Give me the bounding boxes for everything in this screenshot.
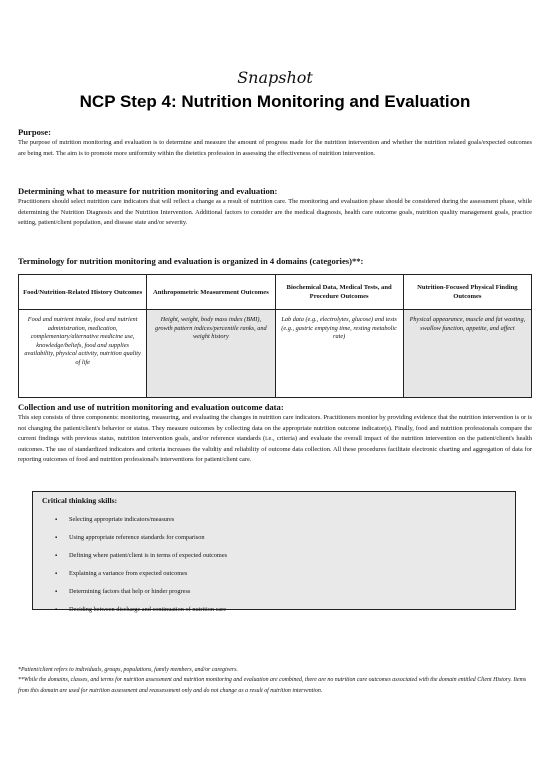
list-item — [55, 529, 227, 547]
purpose-section — [18, 127, 532, 159]
table-header-cell: Food/Nutrition-Related History Outcomes — [19, 275, 147, 310]
list-item — [55, 601, 227, 619]
table-cell: Lab data (e.g., electrolytes, glucose) and tests (e.g., gastric emptying time, resting metabolic rate) — [275, 310, 403, 398]
list-item-text: Selecting appropriate indicators/measures — [69, 516, 175, 523]
footnote-1: *Patient/client refers to individuals, groups, populations, family members, and/or caregivers. — [18, 667, 238, 673]
list-item — [55, 583, 227, 601]
critical-thinking-box — [32, 491, 516, 613]
table-header-cell: Biochemical Data, Medical Tests, and Procedure Outcomes — [275, 275, 403, 310]
bullet-icon: ▪ — [55, 553, 58, 559]
list-item-text: Deciding between discharge and continuation of nutrition care — [69, 606, 227, 613]
page-title: NCP Step 4: Nutrition Monitoring and Evaluation — [79, 92, 471, 111]
collection-text: This step consists of three components: monitoring, measuring, and evaluating the changes in nutrition care indicators. Practitioners monitor by providing evidence that the nutrition intervention is or is not changing the patient/client's behavior or status. They measure outcomes by collecting data on the appropriate nutrition outcome indicator(s). Finally, food and nutrition professionals compare the current findings with previous status, nutrition intervention goals, and/or reference standards (i.e., criteria) and evaluate the overall impact of the nutrition intervention on the patient/client's health outcomes. The use of standardized indicators and criteria increases the validity and reliability of outcome data collection. All these procedures facilitate electronic charting and aggregation of data for reporting outcomes of food and nutrition professional's interventions for patient/client care. — [18, 414, 532, 464]
list-item-text: Explaining a variance from expected outcomes — [69, 570, 188, 577]
table-cell: Height, weight, body mass index (BMI), growth pattern indices/percentile ranks, and weight history — [147, 310, 275, 398]
determining-text: Practitioners should select nutrition care indicators that will reflect a change as a result of nutrition care. The monitoring and evaluation phase should be considered during the assessment phase, while determining the Nutrition Diagnosis and the Nutrition Intervention. Additional factors to consider are the medical diagnosis, health care outcome goals, nutrition quality management goals, practice setting, patient/client population, and disease state and/or severity. — [18, 198, 532, 227]
table-cell: Physical appearance, muscle and fat wasting, swallow function, appetite, and affect — [403, 310, 531, 398]
table-header-cell: Anthropometric Measurement Outcomes — [147, 275, 275, 310]
collection-heading: Collection and use of nutrition monitoring and evaluation outcome data: — [18, 402, 284, 412]
domains-table — [18, 274, 532, 398]
table-row — [19, 310, 532, 398]
table-cell: Food and nutrient intake, food and nutrient administration, medication, complementary/alternative medicine use, knowledge/beliefs, food and supplies availability, physical activity, nutrition quality of life — [19, 310, 147, 398]
footnote-2: **While the domains, classes, and terms for nutrition assessment and nutrition monitoring and evaluation are combined, there are no nutrition care outcomes associated with the domain entitled Client History. Items from this domain are used for nutrition assessment and reassessment only and do not change as a result of nutrition intervention. — [18, 677, 527, 694]
purpose-heading: Purpose: — [18, 127, 51, 137]
list-item — [55, 565, 227, 583]
terminology-section — [18, 256, 532, 267]
list-item — [55, 511, 227, 529]
purpose-text: The purpose of nutrition monitoring and evaluation is to determine and measure the amount of progress made for the nutrition intervention and whether the nutrition related goals/expected outcomes are being met. The aim is to promote more uniformity within the dietetics profession in assessing the effectiveness of nutrition intervention. — [18, 139, 532, 157]
list-item-text: Determining factors that help or hinder progress — [69, 588, 191, 595]
collection-section — [18, 402, 532, 466]
list-item-text: Defining where patient/client is in terms of expected outcomes — [69, 552, 228, 559]
table-header-cell: Nutrition-Focused Physical Finding Outcomes — [403, 275, 531, 310]
list-item-text: Using appropriate reference standards for comparison — [69, 534, 205, 541]
bullet-icon: ▪ — [55, 535, 58, 541]
table-header-row — [19, 275, 532, 310]
determining-heading: Determining what to measure for nutrition monitoring and evaluation: — [18, 186, 278, 196]
bullet-icon: ▪ — [55, 607, 58, 613]
snapshot-label: Snapshot — [237, 68, 313, 87]
critical-thinking-title: Critical thinking skills: — [42, 496, 118, 505]
footnotes — [18, 665, 532, 696]
bullet-icon: ▪ — [55, 517, 58, 523]
bullet-icon: ▪ — [55, 589, 58, 595]
determining-section — [18, 186, 532, 229]
list-item — [55, 547, 227, 565]
bullet-icon: ▪ — [55, 571, 58, 577]
critical-thinking-list — [55, 511, 227, 619]
terminology-heading: Terminology for nutrition monitoring and evaluation is organized in 4 domains (categories)**: — [18, 256, 364, 266]
